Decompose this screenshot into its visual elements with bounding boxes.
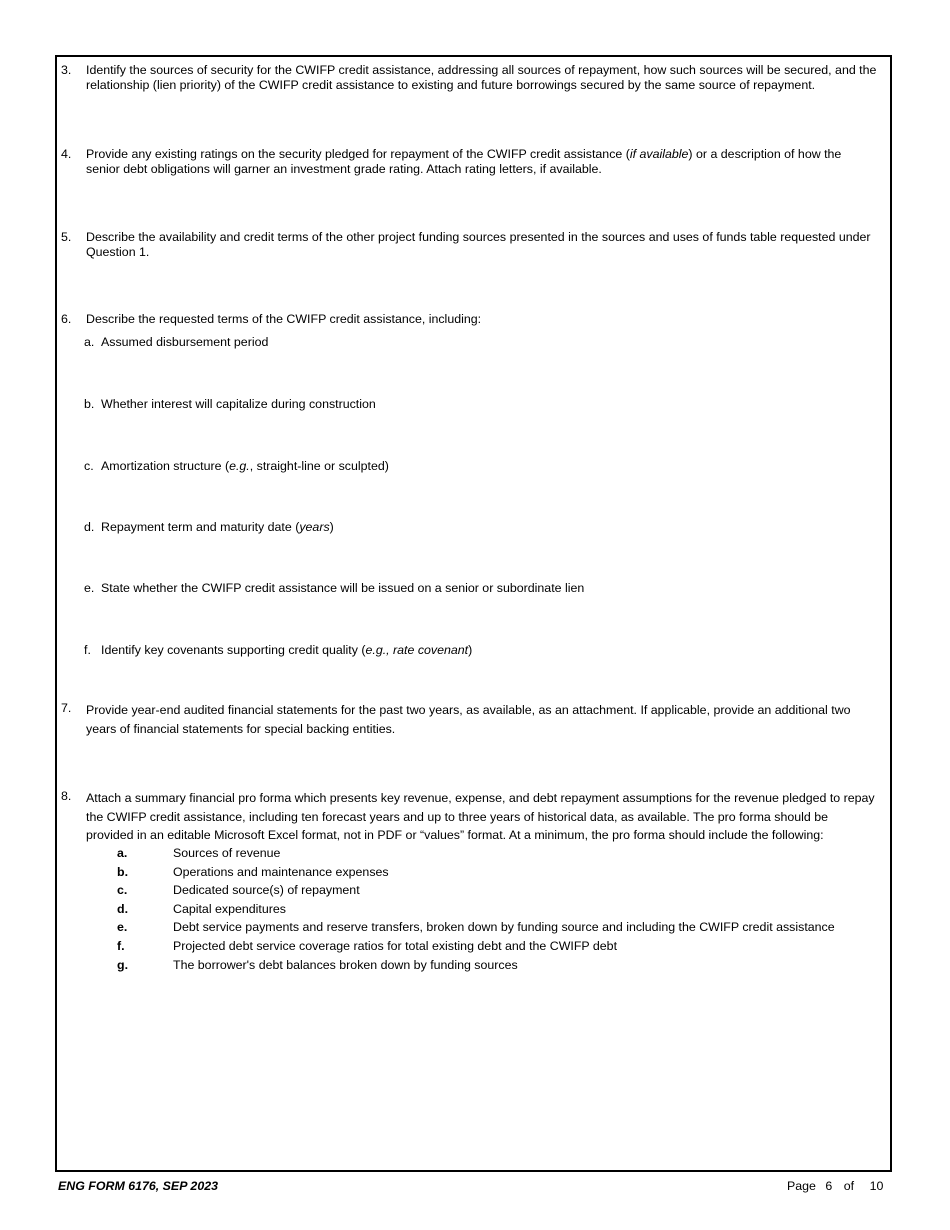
question-text: Identify the sources of security for the CWIFP credit assistance, addressing all sources of repayment, how such sources will be secured, and the relationship (lien priority) of the CWIFP credit assistance to existing and future borrowings secured by the same source of repayment. — [86, 63, 877, 92]
page-number: 6 — [825, 1179, 833, 1193]
list-item: a. Sources of revenue — [117, 846, 281, 860]
question-text: Provide any existing ratings on the security pledged for repayment of the CWIFP credit assistance (if available) or a description of how the senior debt obligations will garner an investment grade rating. Attach rating letters, if available. — [86, 147, 842, 176]
question-number: 7. — [61, 701, 72, 715]
question-number: 8. — [61, 789, 72, 803]
total-pages: 10 — [869, 1179, 884, 1193]
question-number: 3. — [61, 63, 72, 77]
page-indicator: Page 6 of 10 — [787, 1179, 884, 1193]
question-6a: a. Assumed disbursement period — [84, 335, 269, 349]
question-number: 5. — [61, 230, 72, 244]
question-6f: f. Identify key covenants supporting credit quality (e.g., rate covenant) — [84, 643, 473, 657]
question-6c: c. Amortization structure (e.g., straight-line or sculpted) — [84, 459, 389, 473]
question-6e: e. State whether the CWIFP credit assistance will be issued on a senior or subordinate lien — [84, 581, 585, 595]
list-item: c. Dedicated source(s) of repayment — [117, 883, 360, 898]
list-item: g. The borrower's debt balances broken down by funding sources — [117, 957, 518, 972]
form-frame — [55, 55, 892, 1172]
question-number: 6. — [61, 312, 72, 326]
question-text: Attach a summary financial pro forma which presents key revenue, expense, and debt repayment assumptions for the revenue pledged to repay the CWIFP credit assistance, including ten forecast years and up to three years of historical data, as available. The pro forma should be provided in an editable Microsoft Excel format, not in PDF or “values” format. At a minimum, the pro forma should include the following: — [86, 791, 875, 842]
list-item: e. Debt service payments and reserve transfers, broken down by funding source and including the CWIFP credit assistance — [117, 920, 835, 935]
question-text: Describe the availability and credit terms of the other project funding sources presented in the sources and uses of funds table requested under Question 1. — [86, 230, 871, 259]
question-6d: d. Repayment term and maturity date (years) — [84, 520, 334, 534]
list-item: d. Capital expenditures — [117, 901, 286, 916]
question-6b: b. Whether interest will capitalize during construction — [84, 397, 376, 411]
list-item: b. Operations and maintenance expenses — [117, 864, 389, 879]
question-number: 4. — [61, 147, 72, 161]
pro-forma-list — [117, 844, 835, 974]
form-id: ENG FORM 6176, SEP 2023 — [58, 1179, 219, 1193]
question-text: Describe the requested terms of the CWIFP credit assistance, including: — [86, 312, 482, 326]
list-item: f. Projected debt service coverage ratios for total existing debt and the CWIFP debt — [117, 938, 618, 953]
question-text: Provide year-end audited financial statements for the past two years, as available, as an attachment. If applicable, provide an additional two years of financial statements for special backing entities. — [86, 703, 851, 736]
